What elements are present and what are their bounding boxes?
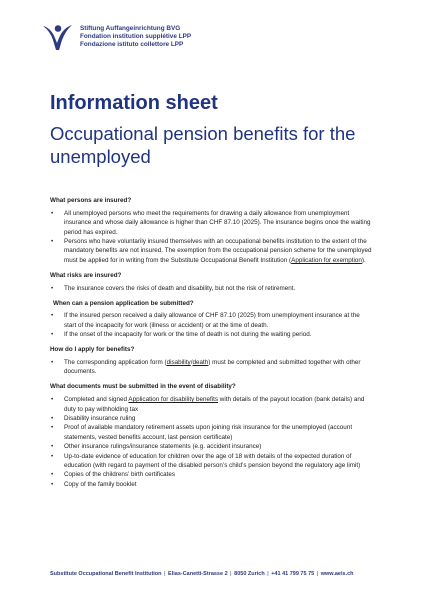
footer-separator: |: [316, 571, 319, 577]
list-item: [50, 237, 372, 265]
list-item: [50, 414, 372, 423]
list-item: [50, 470, 372, 479]
list-item-text: Copy of the family booklet: [64, 480, 137, 488]
section-apply: [50, 345, 372, 377]
section-heading: How do I apply for benefits?: [50, 346, 135, 354]
org-name-de: Stiftung Auffangeinrichtung BVG: [80, 25, 181, 32]
footer-phone: +41 41 799 75 75: [271, 571, 315, 577]
footer-separator: |: [267, 571, 269, 577]
bullet-list: [50, 395, 372, 489]
footer-separator: |: [230, 571, 232, 577]
stylized-person-logo-icon: [42, 22, 76, 52]
list-item-text: If the insured person received a daily allowance of CHF 87.10 (2025) from unemployment insurance at the start of the incapacity for work (illness or accident) or at the time of death.: [64, 312, 360, 329]
footer-org: Substitute Occupational Benefit Institution: [50, 571, 162, 577]
list-item-text: The insurance covers the risks of death and disability, but not the risk of retirement.: [64, 284, 296, 292]
list-item-text: Completed and signed: [64, 396, 129, 404]
bullet-list: [50, 284, 372, 293]
death-form-link[interactable]: death: [192, 359, 209, 367]
page-footer: [50, 571, 354, 577]
section-when: [50, 299, 372, 340]
bullet-list: [50, 358, 372, 377]
list-item: [50, 423, 372, 442]
list-item-text: All unemployed persons who meet the requirements for drawing a daily allowance from unemployment insurance and whose daily allowance is higher than CHF 87.10 (2025). The insurance begins once the waiting period has expired.: [64, 209, 371, 236]
section-heading: When can a pension application be submitted?: [53, 299, 194, 307]
list-item-text: Up-to-date evidence of education for children over the age of 18 with details of the expected duration of education (with regard to payment of the disabled person’s child’s pension beyond the regulatory age limit): [64, 452, 361, 470]
bullet-list: [50, 209, 372, 265]
list-item: [50, 358, 372, 377]
application-for-disability-benefits-link[interactable]: Application for disability benefits: [128, 396, 219, 404]
list-item-text: ).: [361, 256, 366, 264]
org-name-it: Fondazione istituto collettore LPP: [80, 41, 184, 49]
org-names: [80, 25, 191, 50]
list-item-text: Other insurance rulings/insurance statements (e.g. accident insurance): [64, 443, 262, 451]
page-title: Information sheet: [50, 92, 218, 114]
section-heading: What documents must be submitted in the event of disability?: [50, 383, 236, 391]
section-heading: What persons are insured?: [50, 197, 132, 204]
section-insured: [50, 196, 372, 265]
section-documents: [50, 382, 372, 489]
list-item: [50, 480, 372, 489]
link-separator: /: [190, 359, 193, 367]
document-body: [50, 196, 372, 495]
section-risks: [50, 271, 372, 293]
section-heading: What risks are insured?: [50, 271, 122, 279]
org-logo: [42, 22, 191, 52]
disability-form-link[interactable]: disability: [166, 359, 191, 367]
list-item-text: Disability insurance ruling: [64, 415, 136, 423]
list-item-text: with details of the payout location (bank details) and duty to pay withholding tax: [64, 396, 365, 413]
org-name-fr: Fondation institution supplétive LPP: [80, 33, 192, 41]
footer-web-link[interactable]: www.aeis.ch: [320, 571, 354, 577]
list-item-text: Proof of available mandatory retirement assets upon joining risk insurance for the unemployed (account statements, vested benefits account, last pension certificate): [64, 424, 353, 441]
list-item: [50, 209, 372, 237]
application-for-exemption-link[interactable]: Application for exemption: [291, 256, 362, 264]
list-item-text: The corresponding application form (: [64, 359, 167, 367]
list-item-text: If the onset of the incapacity for work or the time of death is not during the waiting period.: [64, 331, 312, 339]
footer-city: 8050 Zurich: [234, 571, 265, 577]
bullet-list: [50, 311, 372, 339]
list-item: [50, 452, 372, 471]
list-item-text: ) must be completed and submitted together with other documents.: [64, 359, 361, 376]
list-item: [50, 311, 372, 330]
list-item-text: Copies of the childrens’ birth certificates: [64, 471, 176, 479]
list-item: [50, 442, 372, 451]
list-item: [50, 284, 372, 293]
footer-separator: |: [164, 571, 166, 577]
footer-address: Elias-Canetti-Strasse 2: [168, 571, 228, 577]
list-item: [50, 330, 372, 339]
list-item-text: Persons who have voluntarily insured themselves with an occupational benefits institution to the extent of the mandatory benefits are not insured. The exemption from the occupational pension scheme for the unemployed must be applied for in writing from the Substitute Occupational Benefit Institution (: [64, 238, 372, 264]
page-subtitle: Occupational pension benefits for the unemployed: [50, 123, 356, 167]
list-item: [50, 395, 372, 414]
